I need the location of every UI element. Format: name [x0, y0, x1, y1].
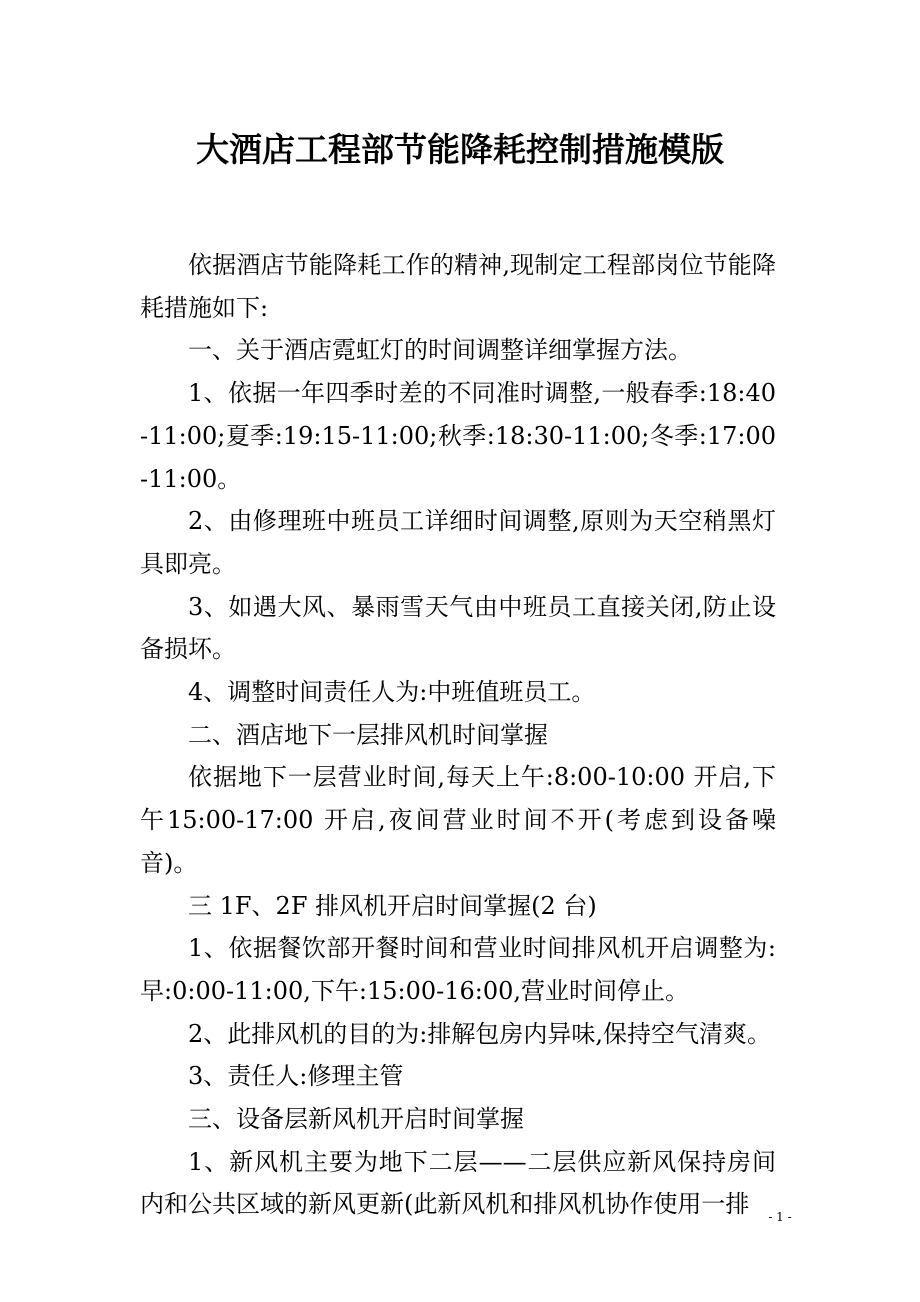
paragraph-section-4-heading: 三、设备层新风机开启时间掌握 — [188, 1105, 524, 1134]
paragraph-section-1-item-1: 1、依据一年四季时差的不同准时调整,一般春季:18:40-11:00;夏季:19:15-11:00;秋季:18:30-11:00;冬季:17:00-11:00。 — [140, 379, 776, 493]
paragraph-section-3-heading: 三 1F、2F 排风机开启时间掌握(2 台) — [188, 891, 597, 920]
paragraph-intro: 依据酒店节能降耗工作的精神,现制定工程部岗位节能降耗措施如下: — [140, 251, 776, 322]
paragraph-section-3-item-3: 3、责任人:修理主管 — [188, 1062, 404, 1091]
paragraph-section-3-item-2: 2、此排风机的目的为:排解包房内异味,保持空气清爽。 — [188, 1019, 771, 1048]
paragraph-section-1-item-2: 2、由修理班中班员工详细时间调整,原则为天空稍黑灯具即亮。 — [140, 507, 776, 578]
paragraph-section-1-heading: 一、关于酒店霓虹灯的时间调整详细掌握方法。 — [188, 336, 692, 365]
paragraph-section-1-item-3: 3、如遇大风、暴雨雪天气由中班员工直接关闭,防止设备损坏。 — [140, 592, 776, 664]
document-body — [140, 244, 776, 1226]
paragraph-section-1-item-4: 4、调整时间责任人为:中班值班员工。 — [188, 678, 596, 707]
paragraph-section-2-heading: 二、酒店地下一层排风机时间掌握 — [188, 720, 548, 749]
paragraph-section-2-body: 依据地下一层营业时间,每天上午:8:00-10:00 开启,下午15:00-17:00 开启,夜间营业时间不开(考虑到设备噪音)。 — [140, 763, 776, 877]
document-title: 大酒店工程部节能降耗控制措施模版 — [196, 130, 724, 169]
page-number: - 1 - — [768, 1210, 792, 1224]
paragraph-section-4-item-1: 1、新风机主要为地下二层——二层供应新风保持房间内和公共区域的新风更新(此新风机和排风机协作使用一排 — [140, 1147, 776, 1219]
paragraph-section-3-item-1: 1、依据餐饮部开餐时间和营业时间排风机开启调整为:早:0:00-11:00,下午:15:00-16:00,营业时间停止。 — [140, 934, 776, 1005]
